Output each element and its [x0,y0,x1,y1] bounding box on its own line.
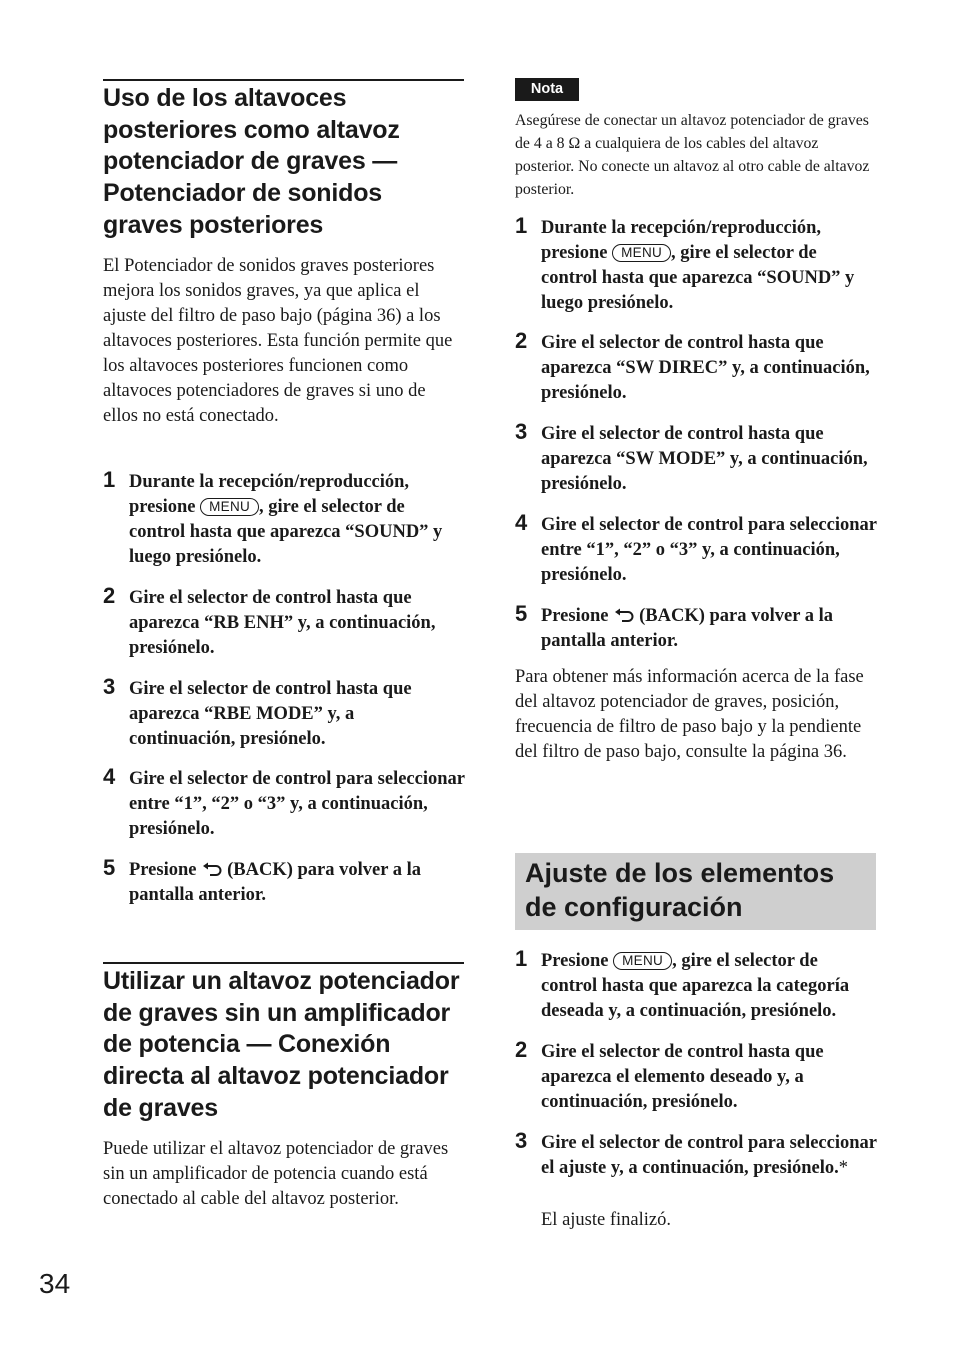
step-number: 3 [515,419,528,444]
section-intro: El Potenciador de sonidos graves posteriores mejora los sonidos graves, ya que aplica el ajuste del filtro de paso bajo (página 36) a los altavoces posteriores. Esta función permite que los altavoces posteriores funcionen como altavoces potenciadores de graves si uno de ellos no está conectado. [103,256,453,426]
step-number: 3 [103,674,116,699]
step-result-text: El ajuste finalizó. [541,1210,671,1230]
back-arrow-icon [614,608,636,622]
step-text: Presione MENU , gire el selector de control hasta que aparezca la categoría deseada y, a continuación, presiónelo. [541,951,850,1021]
step-number: 2 [515,328,528,353]
step-number: 3 [515,1128,528,1153]
step-text: Durante la recepción/reproducción, presione MENU , gire el selector de control hasta que aparezca “SOUND” y luego presiónelo. [129,472,443,567]
section-intro: Puede utilizar el altavoz potenciador de graves sin un amplificador de potencia cuando está conectado al cable del altavoz posterior. [103,1139,449,1209]
menu-key-icon: MENU [613,952,672,970]
step-number: 1 [103,467,116,492]
menu-key-icon: MENU [612,244,671,262]
step-text: Gire el selector de control hasta que aparezca “SW MODE” y, a continuación, presiónelo. [541,424,868,494]
section-rule [103,962,464,964]
step-text: Gire el selector de control hasta que aparezca “SW DIREC” y, a continuación, presiónelo. [541,333,870,403]
section-header-settings [515,853,876,930]
step-number: 5 [515,601,528,626]
step-number: 4 [103,764,116,789]
step-number: 4 [515,510,528,535]
step-number: 2 [103,583,116,608]
step-text: Presione (BACK) para volver a la pantalla anterior. [129,860,421,905]
section-title-rear-bass-enhancer: Uso de los altavoces posteriores como altavoz potenciador de graves — Potenciador de sonidos graves posteriores [103,84,400,239]
step-number: 5 [103,855,116,880]
footnote-marker: * [838,1158,848,1178]
step-text: Gire el selector de control para seleccionar entre “1”, “2” o “3” y, a continuación, presiónelo. [541,515,877,585]
step-number: 2 [515,1037,528,1062]
back-arrow-icon [202,862,224,876]
section-title-direct-subwoofer: Utilizar un altavoz potenciador de graves sin un amplificador de potencia — Conexión directa al altavoz potenciador de graves [103,967,460,1122]
step-number: 1 [515,213,528,238]
section-title-settings: Ajuste de los elementos de configuración [525,858,835,922]
step-text: Gire el selector de control hasta que aparezca “RB ENH” y, a continuación, presiónelo. [129,588,436,658]
more-info-text: Para obtener más información acerca de la fase del altavoz potenciador de graves, posición, frecuencia de filtro de paso bajo y la pendiente del filtro de paso bajo, consulte la página 36. [515,667,864,762]
menu-key-icon: MENU [200,498,259,516]
step-text: Gire el selector de control hasta que aparezca el elemento deseado y, a continuación, presiónelo. [541,1042,824,1112]
section-rule [103,79,464,81]
step-text: Gire el selector de control para seleccionar entre “1”, “2” o “3” y, a continuación, presiónelo. [129,769,465,839]
page-number: 34 [39,1268,71,1299]
step-text: Presione (BACK) para volver a la pantalla anterior. [541,606,833,651]
step-text: Gire el selector de control hasta que aparezca “RBE MODE” y, a continuación, presiónelo. [129,679,412,749]
step-number: 1 [515,946,528,971]
step-text: Gire el selector de control para seleccionar el ajuste y, a continuación, presiónelo.* [541,1133,877,1178]
step-text: Durante la recepción/reproducción, presione MENU , gire el selector de control hasta que aparezca “SOUND” y luego presiónelo. [541,218,855,313]
note-text: Asegúrese de conectar un altavoz potenciador de graves de 4 a 8 Ω a cualquiera de los cables del altavoz posterior. No conecte un altavoz al otro cable de altavoz posterior. [515,112,870,198]
note-badge: Nota [515,78,579,101]
